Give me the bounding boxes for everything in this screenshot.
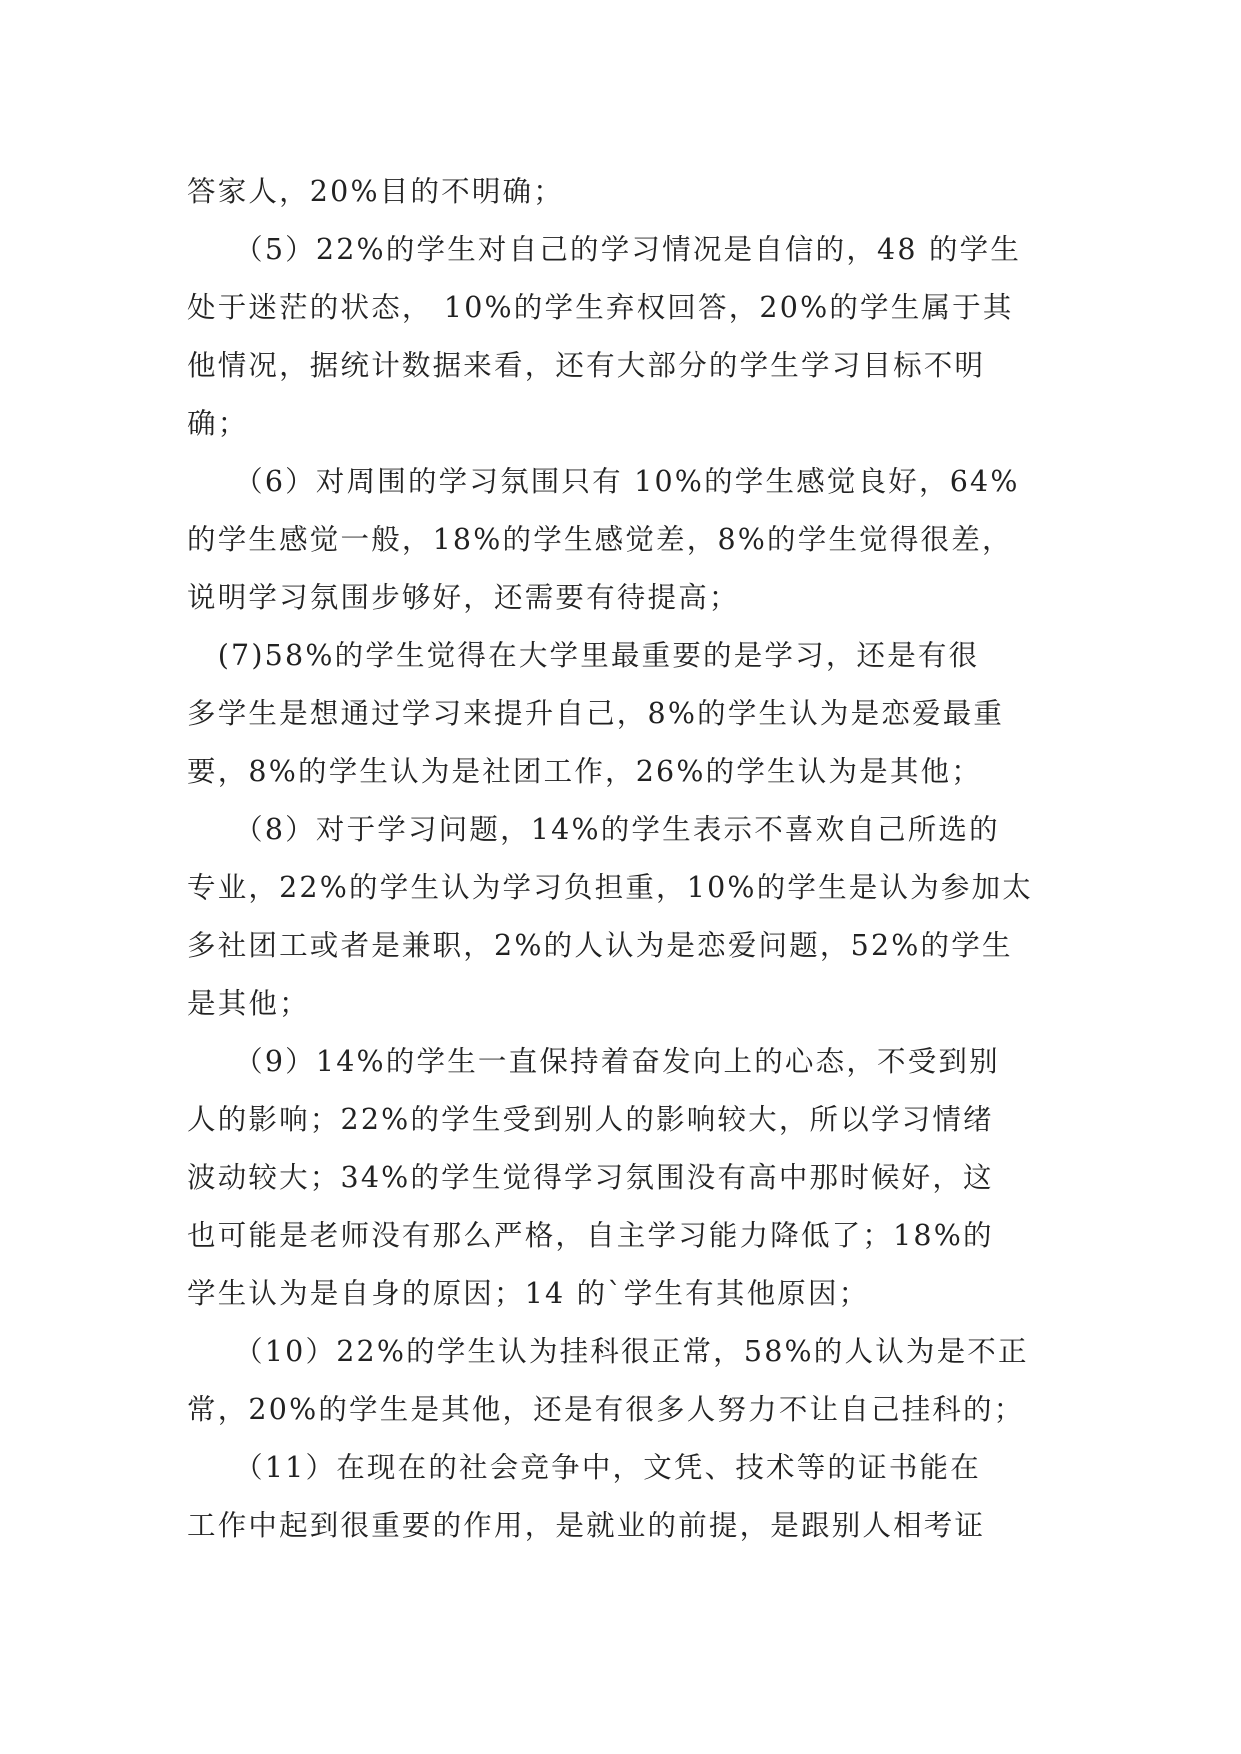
text-line: 说明学习氛围步够好，还需要有待提高；: [187, 581, 740, 614]
text-line: （8）对于学习问题，14%的学生表示不喜欢自己所选的: [187, 813, 1000, 846]
text-line: （10）22%的学生认为挂科很正常，58%的人认为是不正: [187, 1335, 1029, 1368]
text-line: 人的影响；22%的学生受到别人的影响较大，所以学习情绪: [187, 1103, 994, 1136]
text-line: 也可能是老师没有那么严格，自主学习能力降低了；18%的: [187, 1219, 994, 1252]
text-line: 是其他；: [187, 987, 310, 1020]
text-line: (7)58%的学生觉得在大学里最重要的是学习，还是有很: [187, 639, 980, 672]
text-line: （6）对周围的学习氛围只有 10%的学生感觉良好，64%: [187, 465, 1020, 498]
text-line: （11）在现在的社会竞争中，文凭、技术等的证书能在: [187, 1451, 981, 1484]
body-text: [187, 163, 1057, 1555]
text-line: 答家人，20%目的不明确；: [187, 175, 564, 208]
text-line: 波动较大；34%的学生觉得学习氛围没有高中那时候好，这: [187, 1161, 994, 1194]
text-line: 多学生是想通过学习来提升自己，8%的学生认为是恋爱最重: [187, 697, 1005, 730]
text-line: 常，20%的学生是其他，还是有很多人努力不让自己挂科的；: [187, 1393, 1025, 1426]
text-line: 处于迷茫的状态， 10%的学生弃权回答，20%的学生属于其: [187, 291, 1014, 324]
text-line: 他情况，据统计数据来看，还有大部分的学生学习目标不明: [187, 349, 986, 382]
text-line: 确；: [187, 407, 249, 440]
text-line: 多社团工或者是兼职，2%的人认为是恋爱问题，52%的学生: [187, 929, 1013, 962]
text-line: 的学生感觉一般，18%的学生感觉差，8%的学生觉得很差，: [187, 523, 1013, 556]
text-line: 学生认为是自身的原因；14 的`学生有其他原因；: [187, 1277, 870, 1310]
text-line: （5）22%的学生对自己的学习情况是自信的，48 的学生: [187, 233, 1022, 266]
text-line: 要，8%的学生认为是社团工作，26%的学生认为是其他；: [187, 755, 982, 788]
text-line: 专业，22%的学生认为学习负担重，10%的学生是认为参加太: [187, 871, 1033, 904]
text-line: 工作中起到很重要的作用，是就业的前提，是跟别人相考证: [187, 1509, 986, 1542]
text-line: （9）14%的学生一直保持着奋发向上的心态，不受到别: [187, 1045, 1000, 1078]
